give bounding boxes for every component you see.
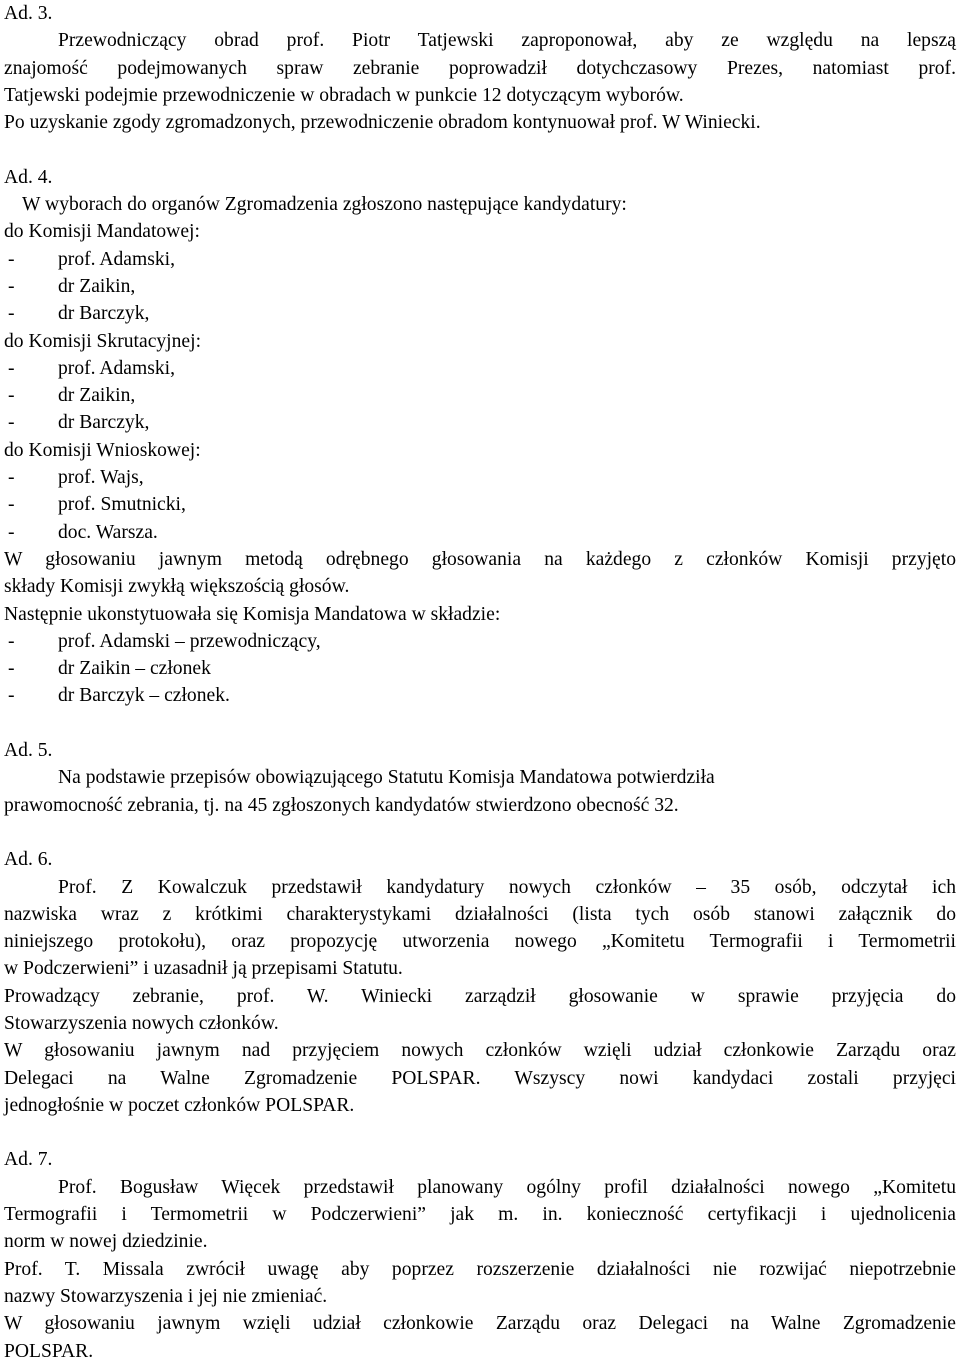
list-item: - prof. Adamski, — [8, 357, 176, 379]
section-ad3 — [4, 0, 956, 136]
paragraph-line: Prof. T. Missala zwrócił uwagę aby poprzez rozszerzenie działalności nie rozwijać niepotrzebnie — [4, 1258, 956, 1280]
list-item: - doc. Warsza. — [8, 521, 158, 543]
paragraph-line: Prof. Bogusław Więcek przedstawił planowany ogólny profil działalności nowego „Komitetu — [58, 1176, 956, 1198]
paragraph-line: niniejszego protokołu), oraz propozycję utworzenia nowego „Komitetu Termografii i Termometrii — [4, 931, 956, 953]
section-ad4 — [4, 164, 956, 710]
section-ad7 — [4, 1146, 956, 1364]
list-item: - dr Barczyk, — [8, 303, 150, 325]
section-heading: Ad. 5. — [4, 740, 53, 762]
list-item: - dr Zaikin – członek — [8, 658, 211, 680]
paragraph-line: W wyborach do organów Zgromadzenia zgłoszono następujące kandydatury: — [22, 194, 627, 216]
document-page — [4, 0, 956, 1365]
paragraph-line: Przewodniczący obrad prof. Piotr Tatjewski zaproponował, aby ze względu na lepszą — [58, 30, 956, 52]
list-label: do Komisji Skrutacyjnej: — [4, 330, 202, 352]
paragraph-line: Stowarzyszenia nowych członków. — [4, 1012, 279, 1034]
paragraph-line: prawomocność zebrania, tj. na 45 zgłoszonych kandydatów stwierdzono obecność 32. — [4, 794, 679, 816]
list-label: do Komisji Mandatowej: — [4, 221, 200, 243]
paragraph-line: składy Komisji zwykłą większością głosów. — [4, 576, 350, 598]
paragraph-line: w Podczerwieni” i uzasadnił ją przepisami Statutu. — [4, 958, 403, 980]
list-item: - prof. Smutnicki, — [8, 494, 186, 516]
paragraph-line: Termografii i Termometrii w Podczerwieni” jak m. in. konieczność certyfikacji i ujednolicenia — [4, 1204, 956, 1226]
list-item: - prof. Adamski – przewodniczący, — [8, 630, 321, 652]
paragraph-line: W głosowaniu jawnym nad przyjęciem nowych członków wzięli udział członkowie Zarządu oraz — [4, 1040, 956, 1062]
paragraph-line: POLSPAR. — [4, 1340, 94, 1362]
list-item: - prof. Wajs, — [8, 467, 144, 489]
spacer — [4, 710, 956, 737]
paragraph-line: znajomość podejmowanych spraw zebranie poprowadził dotychczasowy Prezes, natomiast prof. — [4, 57, 956, 79]
section-ad6 — [4, 846, 956, 1119]
paragraph-line: Następnie ukonstytuowała się Komisja Mandatowa w składzie: — [4, 603, 501, 625]
paragraph-line: Po uzyskanie zgody zgromadzonych, przewodniczenie obradom kontynuował prof. W Winiecki. — [4, 112, 761, 134]
section-ad5 — [4, 737, 956, 819]
list-item: - dr Zaikin, — [8, 385, 136, 407]
list-label: do Komisji Wnioskowej: — [4, 439, 201, 461]
paragraph-line: nazwiska wraz z krótkimi charakterystykami działalności (lista tych osób stanowi załącznik do — [4, 903, 956, 925]
list-item: - prof. Adamski, — [8, 248, 176, 270]
paragraph-line: Na podstawie przepisów obowiązującego Statutu Komisja Mandatowa potwierdziła — [58, 767, 715, 789]
section-heading: Ad. 3. — [4, 3, 53, 24]
paragraph-line: jednogłośnie w poczet członków POLSPAR. — [4, 1094, 355, 1116]
section-heading: Ad. 4. — [4, 166, 53, 188]
paragraph-line: Prowadzący zebranie, prof. W. Winiecki zarządził głosowanie w sprawie przyjęcia do — [4, 985, 956, 1007]
spacer — [4, 1119, 956, 1146]
paragraph-line: norm w nowej dziedzinie. — [4, 1231, 208, 1253]
paragraph-line: Tatjewski podejmie przewodniczenie w obradach w punkcie 12 dotyczącym wyborów. — [4, 84, 684, 106]
spacer — [4, 136, 956, 163]
paragraph-line: W głosowaniu jawnym wzięli udział członkowie Zarządu oraz Delegaci na Walne Zgromadzenie — [4, 1313, 956, 1335]
paragraph-line: nazwy Stowarzyszenia i jej nie zmieniać. — [4, 1285, 328, 1307]
paragraph-line: Delegaci na Walne Zgromadzenie POLSPAR. Wszyscy nowi kandydaci zostali przyjęci — [4, 1067, 956, 1089]
list-item: - dr Barczyk, — [8, 412, 150, 434]
list-item: - dr Zaikin, — [8, 275, 136, 297]
section-heading: Ad. 7. — [4, 1149, 53, 1171]
spacer — [4, 819, 956, 846]
paragraph-line: Prof. Z Kowalczuk przedstawił kandydatury nowych członków – 35 osób, odczytał ich — [58, 876, 956, 898]
list-item: - dr Barczyk – członek. — [8, 685, 230, 707]
paragraph-line: W głosowaniu jawnym metodą odrębnego głosowania na każdego z członków Komisji przyjęto — [4, 548, 956, 570]
section-heading: Ad. 6. — [4, 849, 53, 871]
